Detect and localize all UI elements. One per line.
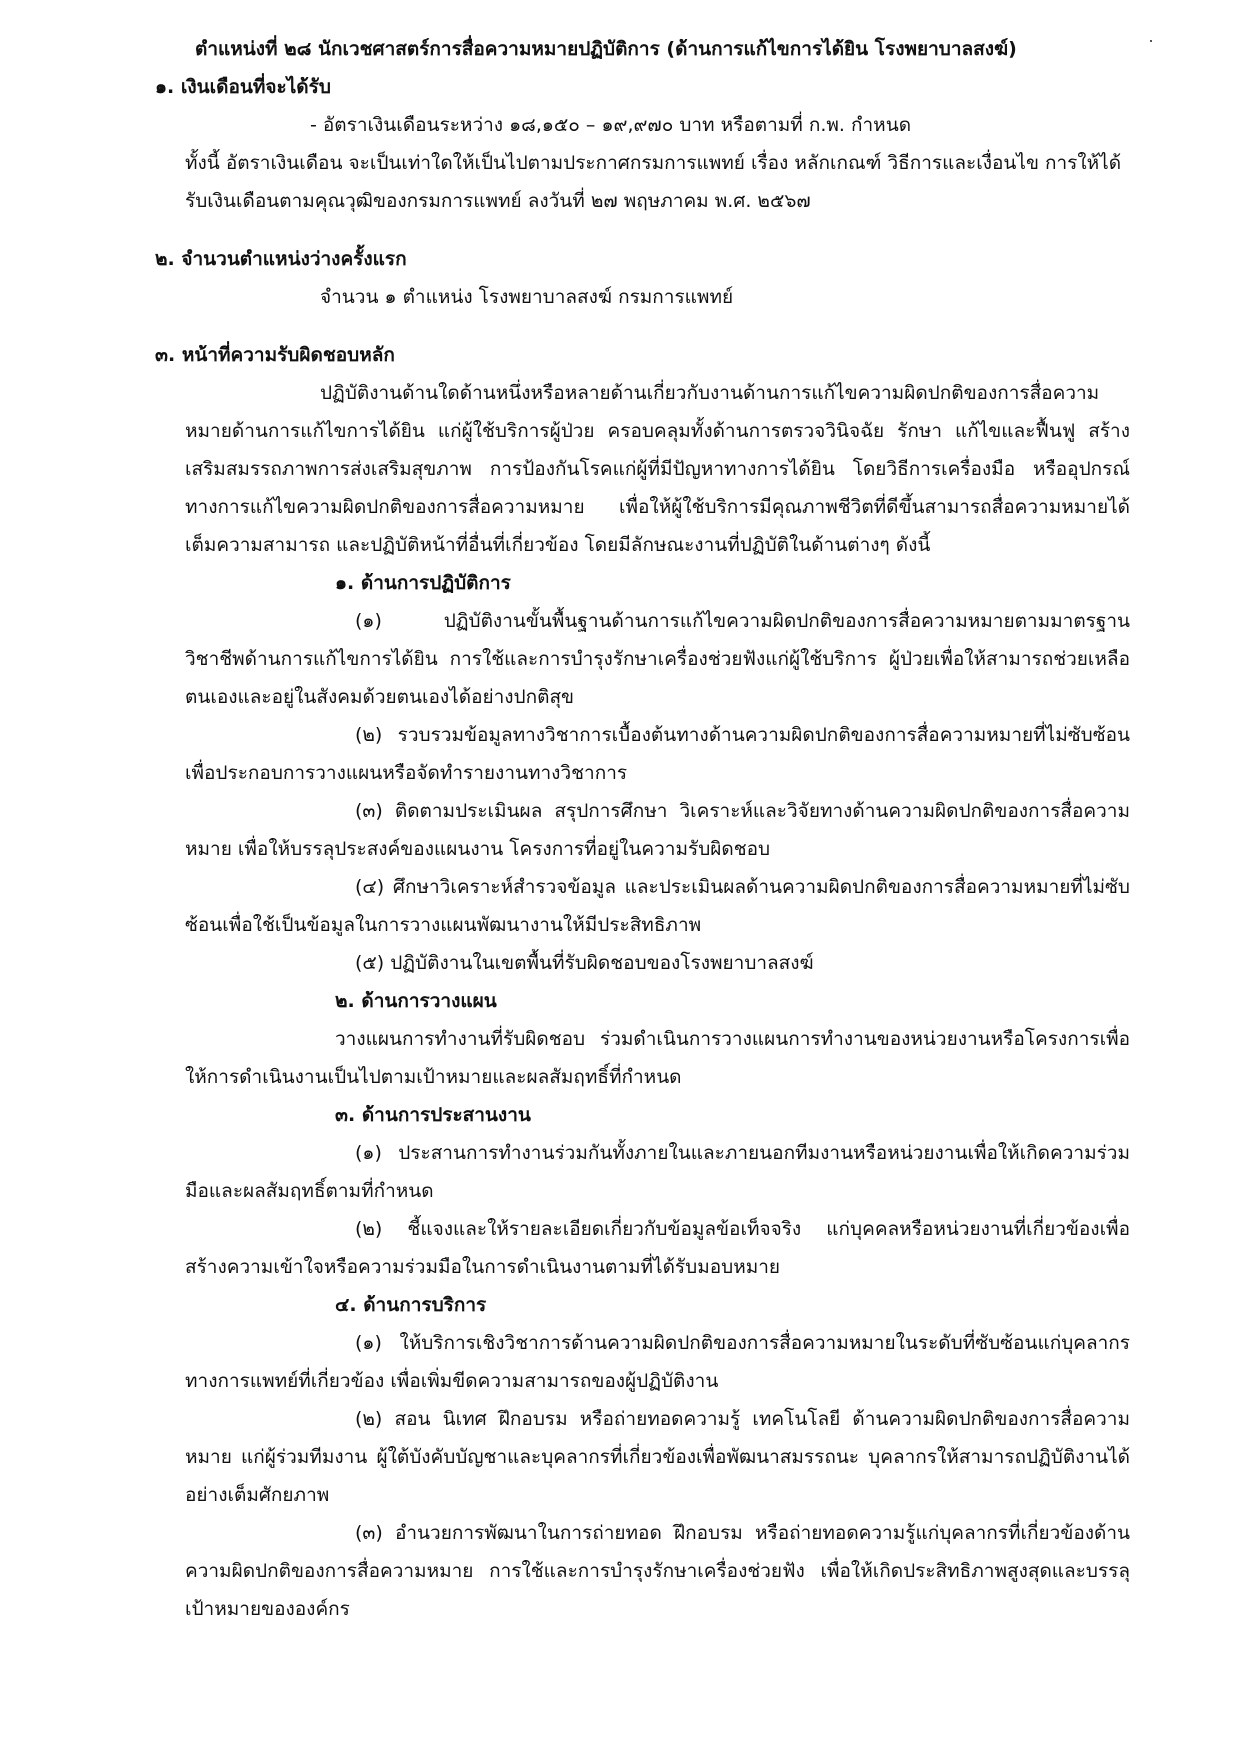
section-3-heading: ๓. หน้าที่ความรับผิดชอบหลัก <box>155 344 395 366</box>
section-2-heading: ๒. จำนวนตำแหน่งว่างครั้งแรก <box>155 248 407 270</box>
operations-item: (๑) ปฏิบัติงานขั้นพื้นฐานด้านการแก้ไขความผิดปกติของการสื่อความหมายตามมาตรฐานวิชาชีพด้านการแก้ไขการได้ยิน การใช้และการบำรุงรักษาเครื่องช่วยฟังแก่ผู้ใช้บริการ ผู้ป่วยเพื่อให้สามารถช่วยเหลือตนเองและอยู่ในสังคมด้วยตนเองได้อย่างปกติสุข <box>185 610 1130 708</box>
scan-speck <box>1150 40 1152 42</box>
coordination-item: (๒) ชี้แจงและให้รายละเอียดเกี่ยวกับข้อมูลข้อเท็จจริง แก่บุคคลหรือหน่วยงานที่เกี่ยวข้องเพื่อสร้างความเข้าใจหรือความร่วมมือในการดำเนินงานตามที่ได้รับมอบหมาย <box>185 1218 1130 1278</box>
operations-item: (๓) ติดตามประเมินผล สรุปการศึกษา วิเคราะห์และวิจัยทางด้านความผิดปกติของการสื่อความหมาย เพื่อให้บรรลุประสงค์ของแผนงาน โครงการที่อยู่ในความรับผิดชอบ <box>185 800 1130 860</box>
operations-item: (๕) ปฏิบัติงานในเขตพื้นที่รับผิดชอบของโรงพยาบาลสงฆ์ <box>355 952 814 974</box>
duties-intro: ปฏิบัติงานด้านใดด้านหนึ่งหรือหลายด้านเกี่ยวกับงานด้านการแก้ไขความผิดปกติของการสื่อความหมายด้านการแก้ไขการได้ยิน แก่ผู้ใช้บริการผู้ป่วย ครอบคลุมทั้งด้านการตรวจวินิจฉัย รักษา แก้ไขและฟื้นฟู สร้างเสริมสมรรถภาพการส่งเสริมสุขภาพ การป้องกันโรคแก่ผู้ที่มีปัญหาทางการได้ยิน โดยวิธีการเครื่องมือ หรืออุปกรณ์ทางการแก้ไขความผิดปกติของการสื่อความหมาย เพื่อให้ผู้ใช้บริการมีคุณภาพชีวิตที่ดีขึ้นสามารถสื่อความหมายได้เต็มความสามารถ และปฏิบัติหน้าที่อื่นที่เกี่ยวข้อง โดยมีลักษณะงานที่ปฏิบัติในด้านต่างๆ ดังนี้ <box>185 382 1130 556</box>
page-title: ตำแหน่งที่ ๒๘ นักเวชศาสตร์การสื่อความหมายปฏิบัติการ (ด้านการแก้ไขการได้ยิน โรงพยาบาลสงฆ์) <box>195 38 1017 60</box>
vacancy-count: จำนวน ๑ ตำแหน่ง โรงพยาบาลสงฆ์ กรมการแพทย์ <box>320 286 734 308</box>
planning-heading: ๒. ด้านการวางแผน <box>335 990 497 1012</box>
salary-range: - อัตราเงินเดือนระหว่าง ๑๘,๑๕๐ – ๑๙,๙๗๐ บาท หรือตามที่ ก.พ. กำหนด <box>310 114 912 136</box>
salary-note: ทั้งนี้ อัตราเงินเดือน จะเป็นเท่าใดให้เป็นไปตามประกาศกรมการแพทย์ เรื่อง หลักเกณฑ์ วิธีการและเงื่อนไข การให้ได้รับเงินเดือนตามคุณวุฒิของกรมการแพทย์ ลงวันที่ ๒๗ พฤษภาคม พ.ศ. ๒๕๖๗ <box>185 152 1122 212</box>
operations-heading: ๑. ด้านการปฏิบัติการ <box>335 572 511 594</box>
operations-item: (๒) รวบรวมข้อมูลทางวิชาการเบื้องต้นทางด้านความผิดปกติของการสื่อความหมายที่ไม่ซับซ้อนเพื่อประกอบการวางแผนหรือจัดทำรายงานทางวิชาการ <box>185 724 1130 784</box>
operations-item: (๔) ศึกษาวิเคราะห์สำรวจข้อมูล และประเมินผลด้านความผิดปกติของการสื่อความหมายที่ไม่ซับซ้อนเพื่อใช้เป็นข้อมูลในการวางแผนพัฒนางานให้มีประสิทธิภาพ <box>185 876 1130 936</box>
coordination-item: (๑) ประสานการทำงานร่วมกันทั้งภายในและภายนอกทีมงานหรือหน่วยงานเพื่อให้เกิดความร่วมมือและผลสัมฤทธิ์ตามที่กำหนด <box>185 1142 1130 1202</box>
section-1-heading: ๑. เงินเดือนที่จะได้รับ <box>155 76 331 98</box>
service-item: (๒) สอน นิเทศ ฝึกอบรม หรือถ่ายทอดความรู้ เทคโนโลยี ด้านความผิดปกติของการสื่อความหมาย แก่ผู้ร่วมทีมงาน ผู้ใต้บังคับบัญชาและบุคลากรที่เกี่ยวข้องเพื่อพัฒนาสมรรถนะ บุคลากรให้สามารถปฏิบัติงานได้อย่างเต็มศักยภาพ <box>185 1408 1130 1506</box>
service-item: (๑) ให้บริการเชิงวิชาการด้านความผิดปกติของการสื่อความหมายในระดับที่ซับซ้อนแก่บุคลากรทางการแพทย์ที่เกี่ยวข้อง เพื่อเพิ่มขีดความสามารถของผู้ปฏิบัติงาน <box>185 1332 1130 1392</box>
service-item: (๓) อำนวยการพัฒนาในการถ่ายทอด ฝึกอบรม หรือถ่ายทอดความรู้แก่บุคลากรที่เกี่ยวข้องด้านความผิดปกติของการสื่อความหมาย การใช้และการบำรุงรักษาเครื่องช่วยฟัง เพื่อให้เกิดประสิทธิภาพสูงสุดและบรรลุเป้าหมายขององค์กร <box>185 1522 1130 1620</box>
coordination-heading: ๓. ด้านการประสานงาน <box>335 1104 531 1126</box>
service-heading: ๔. ด้านการบริการ <box>335 1294 487 1316</box>
planning-text: วางแผนการทำงานที่รับผิดชอบ ร่วมดำเนินการวางแผนการทำงานของหน่วยงานหรือโครงการเพื่อให้การดำเนินงานเป็นไปตามเป้าหมายและผลสัมฤทธิ์ที่กำหนด <box>185 1028 1130 1088</box>
